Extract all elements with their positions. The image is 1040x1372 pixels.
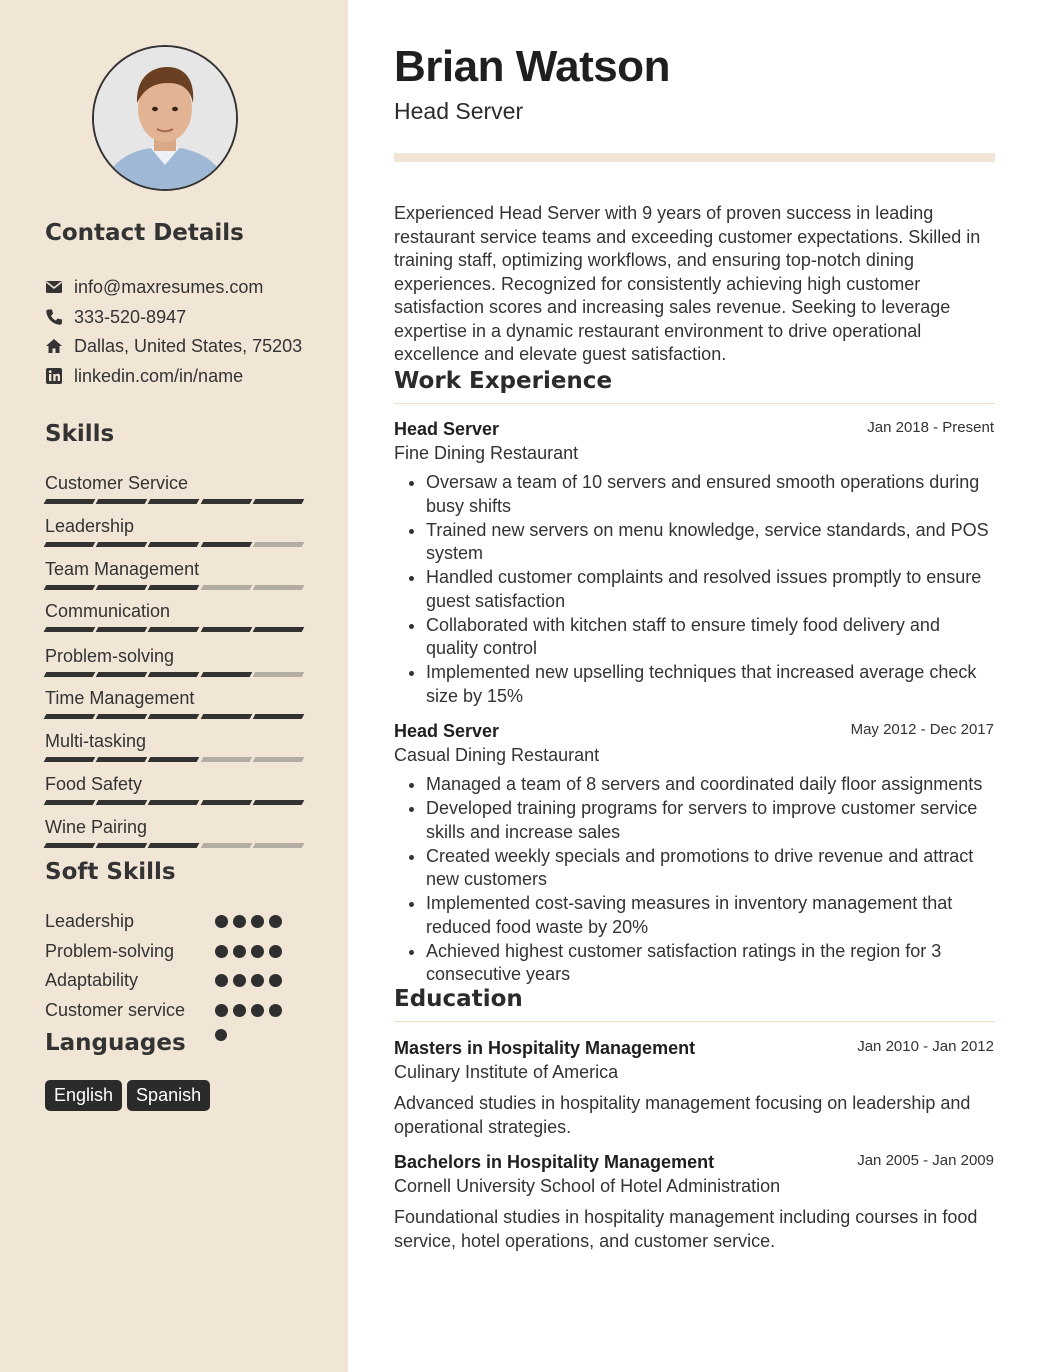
skill-item xyxy=(45,600,303,632)
skill-level-segment xyxy=(200,499,252,504)
summary-text: Experienced Head Server with 9 years of proven success in leading restaurant service teams and exceeding customer expectations. Skilled in training staff, optimizing workflows, and ensuring top-notch dining experiences. Recognized for consistently achieving high customer satisfaction scores and increasing sales revenue. Seeking to leverage expertise in a dynamic restaurant environment to drive operational excellence and elevate guest satisfaction. xyxy=(394,203,981,364)
job-bullets xyxy=(394,773,994,987)
soft-skill-dot xyxy=(233,945,246,958)
bullet-item: • Trained new servers on menu knowledge, service standards, and POS system xyxy=(426,519,994,566)
contact-address xyxy=(45,334,302,358)
skill-name: Wine Pairing xyxy=(45,817,148,837)
skill-level-segment xyxy=(96,499,148,504)
job-company: Fine Dining Restaurant xyxy=(394,443,579,463)
contact-email-text: info@maxresumes.com xyxy=(74,276,264,297)
soft-skill-dot xyxy=(251,1004,264,1017)
skill-level-segment xyxy=(200,585,252,590)
contact-address-text: Dallas, United States, 75203 xyxy=(74,335,303,356)
skill-level-segment xyxy=(96,672,148,677)
bullet-item: • Oversaw a team of 10 servers and ensured smooth operations during busy shifts xyxy=(426,471,994,518)
contact-heading: Contact Details xyxy=(45,220,244,246)
skill-item xyxy=(45,687,303,719)
skill-name: Problem-solving xyxy=(45,646,175,666)
skill-level-bars xyxy=(45,542,303,547)
soft-skill-dots xyxy=(215,1004,287,1016)
bullet-item: • Implemented cost-saving measures in inventory management that reduced food waste by 20% xyxy=(426,892,994,939)
institution-name: Culinary Institute of America xyxy=(394,1062,619,1082)
skill-level-segment xyxy=(148,843,200,848)
bullet-item: • Handled customer complaints and resolved issues promptly to ensure guest satisfaction xyxy=(426,566,994,613)
skill-level-segment xyxy=(252,843,304,848)
skill-level-segment xyxy=(44,627,96,632)
soft-skill-dots xyxy=(215,974,287,986)
skill-level-segment xyxy=(148,800,200,805)
skill-name: Team Management xyxy=(45,559,200,579)
section-divider xyxy=(394,1021,995,1022)
skill-item xyxy=(45,515,303,547)
skill-level-segment xyxy=(44,585,96,590)
contact-phone-text: 333-520-8947 xyxy=(74,306,187,327)
skill-level-segment xyxy=(252,499,304,504)
bullet-item: • Managed a team of 8 servers and coordinated daily floor assignments xyxy=(426,773,994,797)
candidate-name: Brian Watson xyxy=(394,42,670,91)
soft-skill-dots xyxy=(215,915,287,927)
degree-title: Masters in Hospitality Management xyxy=(394,1038,696,1058)
education-heading: Education xyxy=(394,986,523,1012)
skill-level-segment xyxy=(44,800,96,805)
education-entry xyxy=(394,1150,994,1253)
contact-linkedin-text: linkedin.com/in/name xyxy=(74,365,244,386)
skill-level-segment xyxy=(148,542,200,547)
work-entry xyxy=(394,417,994,709)
skill-item xyxy=(45,730,303,762)
bullet-item: • Achieved highest customer satisfaction ratings in the region for 3 consecutive years xyxy=(426,940,994,987)
languages-heading: Languages xyxy=(45,1030,186,1056)
envelope-icon xyxy=(45,278,63,296)
skill-level-bars xyxy=(45,714,303,719)
skill-level-segment xyxy=(200,800,252,805)
soft-skill-dot xyxy=(215,1004,228,1017)
skill-level-segment xyxy=(96,585,148,590)
soft-skill-name: Adaptability xyxy=(45,970,139,990)
skill-level-segment xyxy=(96,714,148,719)
skill-level-bars xyxy=(45,585,303,590)
skill-item xyxy=(45,645,303,677)
section-divider xyxy=(394,403,995,404)
job-bullets xyxy=(394,471,994,708)
degree-date: Jan 2010 - Jan 2012 xyxy=(857,1038,994,1055)
skill-level-segment xyxy=(44,714,96,719)
language-badge: Spanish xyxy=(127,1080,210,1111)
skill-level-segment xyxy=(96,800,148,805)
skill-level-segment xyxy=(148,499,200,504)
skill-level-segment xyxy=(148,672,200,677)
degree-description: Advanced studies in hospitality management focusing on leadership and operational strategies. xyxy=(394,1093,971,1137)
skill-level-segment xyxy=(44,542,96,547)
bullet-item: • Collaborated with kitchen staff to ensure timely food delivery and quality control xyxy=(426,614,994,661)
soft-skill-dot xyxy=(233,1004,246,1017)
skill-item xyxy=(45,472,303,504)
institution-name: Cornell University School of Hotel Administration xyxy=(394,1176,781,1196)
skill-level-segment xyxy=(252,627,304,632)
skills-heading: Skills xyxy=(45,421,115,447)
skill-level-segment xyxy=(252,757,304,762)
linkedin-icon xyxy=(45,367,63,385)
skill-name: Food Safety xyxy=(45,774,143,794)
soft-skill-name: Problem-solving xyxy=(45,941,175,961)
skill-level-bars xyxy=(45,627,303,632)
candidate-role: Head Server xyxy=(394,98,524,124)
phone-icon xyxy=(45,308,63,326)
skill-level-segment xyxy=(96,757,148,762)
soft-skill-dot xyxy=(269,974,282,987)
bullet-item: • Created weekly specials and promotions to drive revenue and attract new customers xyxy=(426,845,994,892)
skill-level-segment xyxy=(252,714,304,719)
skill-name: Multi-tasking xyxy=(45,731,147,751)
skill-name: Leadership xyxy=(45,516,135,536)
degree-title: Bachelors in Hospitality Management xyxy=(394,1152,715,1172)
soft-skill-dot xyxy=(251,915,264,928)
soft-skills-heading: Soft Skills xyxy=(45,859,176,885)
skill-level-bars xyxy=(45,499,303,504)
soft-skill-name: Customer service xyxy=(45,1000,186,1020)
skill-level-bars xyxy=(45,757,303,762)
job-company: Casual Dining Restaurant xyxy=(394,745,600,765)
soft-skill-item xyxy=(45,910,285,932)
degree-date: Jan 2005 - Jan 2009 xyxy=(857,1152,994,1169)
soft-skill-overflow-dot xyxy=(215,1029,227,1041)
job-date: May 2012 - Dec 2017 xyxy=(850,721,994,738)
skill-name: Customer Service xyxy=(45,473,189,493)
contact-email[interactable] xyxy=(45,275,263,299)
degree-description: Foundational studies in hospitality management including courses in food service, hotel operations, and customer service. xyxy=(394,1207,978,1251)
skill-level-segment xyxy=(200,542,252,547)
skill-level-segment xyxy=(200,757,252,762)
skill-level-segment xyxy=(96,843,148,848)
skill-level-segment xyxy=(148,627,200,632)
skill-name: Time Management xyxy=(45,688,195,708)
skill-level-segment xyxy=(96,542,148,547)
soft-skill-dot xyxy=(269,1004,282,1017)
skill-level-segment xyxy=(200,714,252,719)
soft-skill-dots xyxy=(215,945,287,957)
languages-list xyxy=(45,1080,210,1111)
avatar xyxy=(92,45,238,191)
skill-level-segment xyxy=(252,672,304,677)
skill-item xyxy=(45,773,303,805)
skill-level-bars xyxy=(45,843,303,848)
soft-skill-dot xyxy=(215,974,228,987)
skill-level-segment xyxy=(252,542,304,547)
job-title: Head Server xyxy=(394,721,500,741)
soft-skill-item xyxy=(45,969,285,991)
home-icon xyxy=(45,337,63,355)
skill-level-segment xyxy=(44,757,96,762)
work-entry xyxy=(394,719,994,987)
soft-skill-dot xyxy=(233,974,246,987)
education-entry xyxy=(394,1036,994,1139)
soft-skill-dot xyxy=(269,915,282,928)
work-experience-heading: Work Experience xyxy=(394,368,613,394)
skill-level-segment xyxy=(44,499,96,504)
skill-level-segment xyxy=(44,672,96,677)
bullet-item: • Implemented new upselling techniques that increased average check size by 15% xyxy=(426,661,994,708)
skill-level-segment xyxy=(96,627,148,632)
soft-skill-dot xyxy=(251,945,264,958)
skill-level-segment xyxy=(148,757,200,762)
language-badge: English xyxy=(45,1080,122,1111)
skill-name: Communication xyxy=(45,601,171,621)
soft-skill-name: Leadership xyxy=(45,911,135,931)
skill-level-bars xyxy=(45,800,303,805)
skill-level-bars xyxy=(45,672,303,677)
soft-skill-dot xyxy=(215,915,228,928)
skill-level-segment xyxy=(200,627,252,632)
job-date: Jan 2018 - Present xyxy=(867,419,994,436)
skill-level-segment xyxy=(252,585,304,590)
skill-item xyxy=(45,816,303,848)
soft-skill-dot xyxy=(233,915,246,928)
skill-level-segment xyxy=(200,843,252,848)
avatar-portrait xyxy=(94,47,236,189)
skill-level-segment xyxy=(148,714,200,719)
job-title: Head Server xyxy=(394,419,500,439)
skill-level-segment xyxy=(200,672,252,677)
skill-level-segment xyxy=(44,843,96,848)
header-divider xyxy=(394,153,995,162)
sidebar xyxy=(0,0,348,1372)
skill-level-segment xyxy=(148,585,200,590)
skill-item xyxy=(45,558,303,590)
skill-level-segment xyxy=(252,800,304,805)
contact-phone[interactable] xyxy=(45,305,186,329)
bullet-item: • Developed training programs for servers to improve customer service skills and increase sales xyxy=(426,797,994,844)
soft-skill-item xyxy=(45,940,285,962)
contact-linkedin[interactable] xyxy=(45,364,243,388)
soft-skill-item xyxy=(45,999,285,1021)
soft-skill-dot xyxy=(251,974,264,987)
soft-skill-dot xyxy=(269,945,282,958)
soft-skill-dot xyxy=(215,945,228,958)
